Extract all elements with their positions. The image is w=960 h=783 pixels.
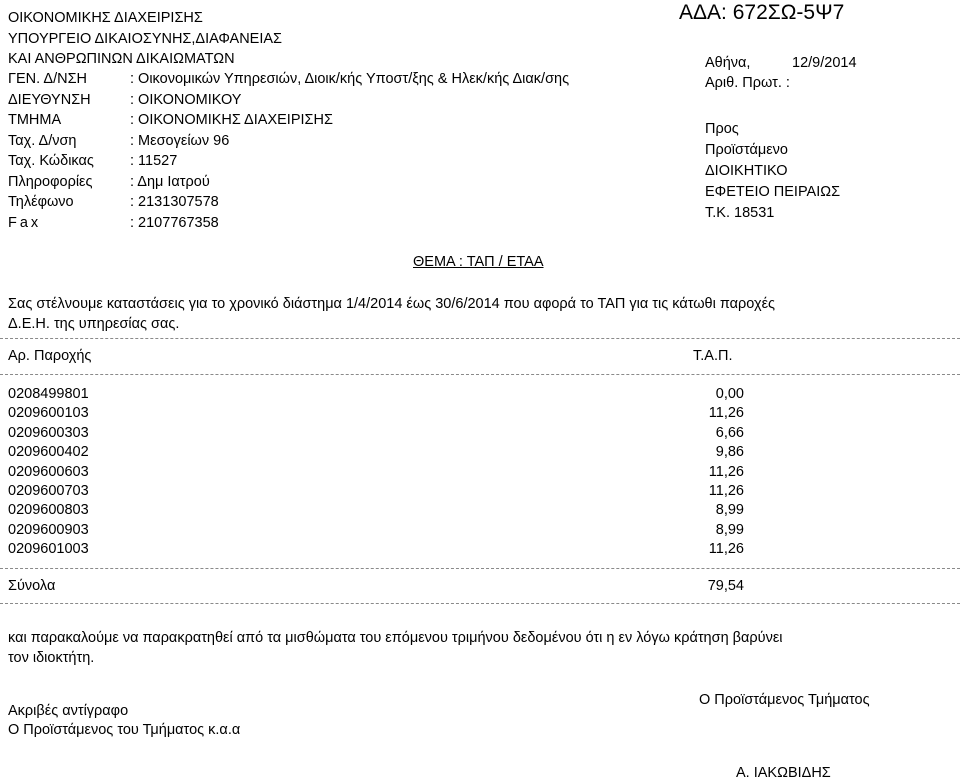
intro-paragraph-line: Δ.Ε.Η. της υπηρεσίας σας. bbox=[8, 316, 180, 332]
supply-number: 0209601003 bbox=[8, 541, 89, 558]
column-header-supply-number: Αρ. Παροχής bbox=[8, 348, 92, 364]
field-value: : Μεσογείων 96 bbox=[130, 132, 230, 149]
certified-copy-label: Ακριβές αντίγραφο bbox=[8, 703, 129, 719]
field-phone bbox=[8, 192, 569, 213]
field-fax bbox=[8, 213, 569, 234]
tap-amount: 9,86 bbox=[715, 444, 744, 461]
table-row bbox=[8, 443, 744, 462]
ada-code: ΑΔΑ: 672ΣΩ-5Ψ7 bbox=[679, 1, 845, 24]
field-value: : ΟΙΚΟΝΟΜΙΚΟΥ bbox=[130, 91, 242, 108]
signatory-title-right: Ο Προϊστάμενος Τμήματος bbox=[699, 692, 870, 708]
column-header-tap: Τ.Α.Π. bbox=[693, 348, 733, 364]
table-row bbox=[8, 482, 744, 501]
subject-line: ΘΕΜΑ : ΤΑΠ / ΕΤΑΑ bbox=[413, 254, 544, 270]
recipient-line: Τ.Κ. 18531 bbox=[705, 205, 775, 221]
sender-details bbox=[8, 69, 569, 233]
table-row bbox=[8, 540, 744, 559]
tap-amount: 6,66 bbox=[715, 424, 744, 441]
issuer-line: ΟΙΚΟΝΟΜΙΚΗΣ ΔΙΑΧΕΙΡΙΣΗΣ bbox=[8, 10, 203, 26]
field-department bbox=[8, 110, 569, 131]
document-date: 12/9/2014 bbox=[792, 55, 857, 71]
supply-number: 0209600803 bbox=[8, 502, 89, 519]
tap-amount: 11,26 bbox=[708, 482, 744, 499]
field-value: : 11527 bbox=[130, 153, 178, 169]
supply-number: 0209600903 bbox=[8, 521, 89, 538]
field-label: ΤΜΗΜΑ bbox=[8, 112, 62, 128]
ministry-line: ΥΠΟΥΡΓΕΙΟ ΔΙΚΑΙΟΣΥΝΗΣ,ΔΙΑΦΑΝΕΙΑΣ bbox=[8, 30, 283, 47]
protocol-number-label: Αριθ. Πρωτ. : bbox=[705, 75, 790, 91]
field-label: Ταχ. Κώδικας bbox=[8, 153, 94, 169]
closing-paragraph-line: και παρακαλούμε να παρακρατηθεί από τα μισθώματα του επόμενου τριμήνου δεδομένου ότι η εν λόγω κράτηση βαρύνει bbox=[8, 630, 783, 646]
field-info bbox=[8, 172, 569, 193]
issuer-block bbox=[8, 8, 282, 70]
field-label: ΓΕΝ. Δ/ΝΣΗ bbox=[8, 71, 88, 87]
tap-amount: 11,26 bbox=[708, 405, 744, 422]
table-row bbox=[8, 463, 744, 482]
ministry-line-2: ΚΑΙ ΑΝΘΡΩΠΙΝΩΝ ΔΙΚΑΙΩΜΑΤΩΝ bbox=[8, 51, 235, 67]
tap-amount: 8,99 bbox=[715, 502, 744, 519]
tap-amount: 11,26 bbox=[708, 541, 744, 558]
divider bbox=[0, 338, 960, 339]
field-label: Fax bbox=[8, 214, 42, 231]
intro-paragraph-line: Σας στέλνουμε καταστάσεις για το χρονικό διάστημα 1/4/2014 έως 30/6/2014 που αφορά το ΤΑΠ για τις κάτωθι παροχές bbox=[8, 296, 776, 312]
totals-value: 79,54 bbox=[707, 578, 744, 594]
field-value: : 2107767358 bbox=[130, 214, 219, 231]
field-label: ΔΙΕΥΘΥΝΣΗ bbox=[8, 91, 91, 108]
table-row bbox=[8, 501, 744, 520]
field-label: Τηλέφωνο bbox=[8, 194, 74, 210]
field-value: : Δημ Ιατρού bbox=[130, 173, 210, 190]
signatory-name: Α. ΙΑΚΩΒΙΔΗΣ bbox=[736, 765, 831, 781]
field-directorate bbox=[8, 90, 569, 111]
field-label: Πληροφορίες bbox=[8, 173, 93, 190]
field-value: : ΟΙΚΟΝΟΜΙΚΗΣ ΔΙΑΧΕΙΡΙΣΗΣ bbox=[130, 112, 333, 128]
supply-number: 0209600603 bbox=[8, 463, 89, 480]
supply-number: 0208499801 bbox=[8, 386, 89, 402]
supply-number: 0209600303 bbox=[8, 424, 89, 441]
divider bbox=[0, 603, 960, 604]
tap-amount: 11,26 bbox=[708, 463, 744, 480]
field-gen-dnsi bbox=[8, 69, 569, 90]
field-postcode bbox=[8, 151, 569, 172]
recipient-line: Προς bbox=[705, 121, 739, 137]
field-value: : 2131307578 bbox=[130, 194, 219, 210]
signatory-title-left: Ο Προϊστάμενος του Τμήματος κ.α.α bbox=[8, 722, 241, 738]
table-row bbox=[8, 404, 744, 423]
supply-number: 0209600103 bbox=[8, 405, 89, 422]
place-label: Αθήνα, bbox=[705, 55, 751, 71]
supply-number: 0209600402 bbox=[8, 444, 89, 461]
tap-amount: 8,99 bbox=[715, 521, 744, 538]
recipient-line: ΕΦΕΤΕΙΟ ΠΕΙΡΑΙΩΣ bbox=[705, 184, 841, 200]
recipient-line: ΔΙΟΙΚΗΤΙΚΟ bbox=[705, 163, 788, 179]
supply-number: 0209600703 bbox=[8, 482, 89, 499]
table-row bbox=[8, 521, 744, 540]
field-label: Ταχ. Δ/νση bbox=[8, 132, 77, 149]
recipient-block bbox=[705, 119, 840, 224]
closing-paragraph-line: τον ιδιοκτήτη. bbox=[8, 650, 95, 666]
divider bbox=[0, 374, 960, 375]
totals-label: Σύνολα bbox=[8, 578, 56, 594]
tap-amount: 0,00 bbox=[715, 386, 744, 402]
table-row bbox=[8, 424, 744, 443]
recipient-line: Προϊστάμενο bbox=[705, 142, 788, 158]
field-address bbox=[8, 131, 569, 152]
divider bbox=[0, 568, 960, 569]
field-value: : Οικονομικών Υπηρεσιών, Διοικ/κής Υποστ/ξης & Ηλεκ/κής Διακ/σης bbox=[130, 71, 570, 87]
table-row bbox=[8, 385, 744, 404]
supply-table bbox=[8, 385, 744, 560]
